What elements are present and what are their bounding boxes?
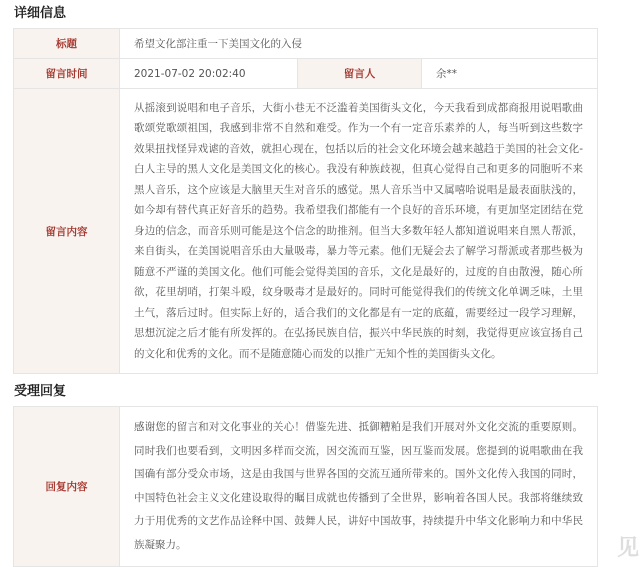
title-row bbox=[14, 29, 598, 59]
content-label: 留言内容 bbox=[14, 89, 120, 374]
time-row bbox=[14, 59, 598, 89]
detail-section-title: 详细信息 bbox=[14, 6, 67, 21]
reply-table bbox=[13, 406, 598, 567]
time-label: 留言时间 bbox=[14, 59, 120, 89]
title-label: 标题 bbox=[14, 29, 120, 59]
reply-row bbox=[14, 407, 598, 567]
title-value: 希望文化部注重一下美国文化的入侵 bbox=[120, 29, 598, 59]
content-value: 从摇滚到说唱和电子音乐，大街小巷无不泛滥着美国街头文化，今天我看到成都商报用说唱歌曲歌颂党歌颂祖国，我感到非常不自然和难受。作为一个有一定音乐素养的人，每当听到这些数字效果扭找怪异戏谑的音效，就担心现在，包括以后的社会文化环境会越来越趋于美国的社会文化-白人主导的黑人文化是美国文化的核心。我没有种族歧视，但真心觉得自己和更多的同胞听不来黑人音乐，这个应该是大脑里天生对音乐的感觉。黑人音乐当中又属嘻哈说唱是最表面肤浅的，如今却有替代真正好音乐的趋势。我希望我们都能有一个良好的音乐环境，有更加坚定团结在党身边的信念，而音乐则可能是这个信念的助推剂。但当大多数年轻人都知道说唱来自黑人帮派，来自街头，在美国说唱音乐由大量吸毒，暴力等元素。他们无疑会去了解学习帮派或者那些极为随意不严谨的美国文化。他们可能会觉得美国的音乐，文化是最好的，过度的自由散漫，随心所欲，花里胡哨，打架斗殴，纹身吸毒才是最好的。同时可能觉得我们的传统文化单调乏味，土里土气，落后过时。但实际上好的，适合我们的文化都是有一定的底蕴，需要经过一段学习理解，思想沉淀之后才能有所发挥的。在弘扬民族自信，振兴中华民族的时刻，我觉得更应该宣扬自己的文化和优秀的文化。而不是随意随心而发的以推广无知个性的美国街头文化。 bbox=[120, 89, 598, 374]
reply-label: 回复内容 bbox=[14, 407, 120, 567]
author-label: 留言人 bbox=[298, 59, 422, 89]
watermark: 见 bbox=[616, 536, 639, 561]
time-value: 2021-07-02 20:02:40 bbox=[120, 59, 298, 89]
detail-table bbox=[13, 28, 598, 374]
content-row bbox=[14, 89, 598, 374]
reply-value: 感谢您的留言和对文化事业的关心！借鉴先进、抵御糟粕是我们开展对外文化交流的重要原则。同时我们也要看到，文明因多样而交流，因交流而互鉴，因互鉴而发展。您提到的说唱歌曲在我国确有部分受众市场，这是由我国与世界各国的交流互通所带来的。国外文化传入我国的同时，中国特色社会主义文化建设取得的瞩目成就也传播到了全世界，影响着各国人民。我部将继续致力于用优秀的文艺作品诠释中国、鼓舞人民，讲好中国故事，持续提升中华文化影响力和中华民族凝聚力。 bbox=[120, 407, 598, 567]
author-value: 余** bbox=[422, 59, 598, 89]
reply-section-title: 受理回复 bbox=[14, 384, 67, 399]
